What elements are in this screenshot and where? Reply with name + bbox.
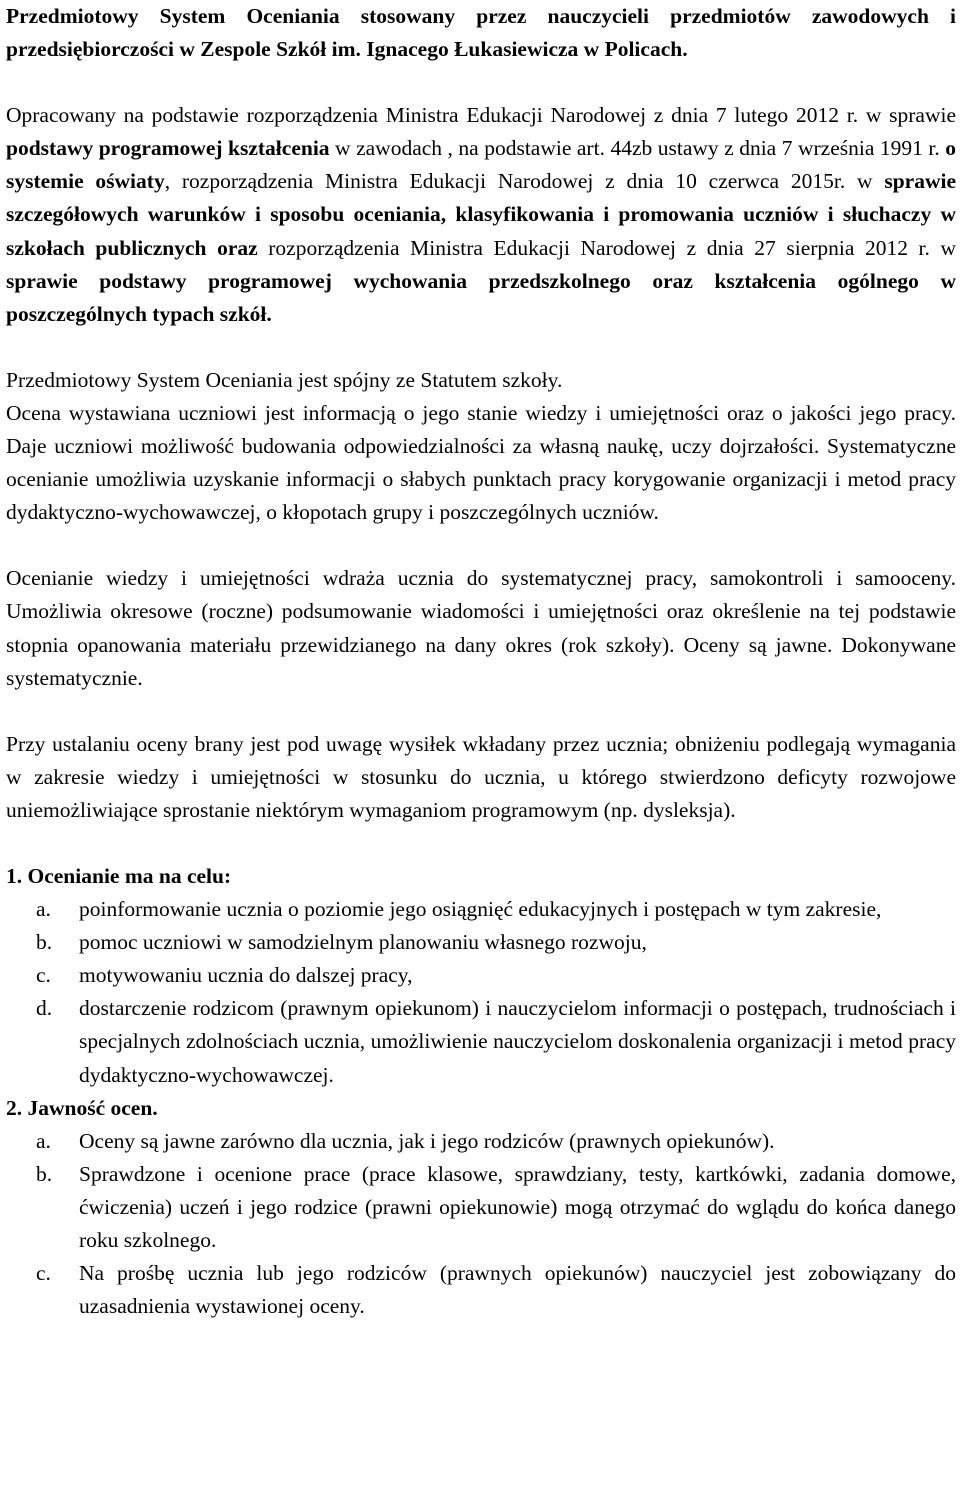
list-item: [6, 893, 956, 926]
list-letter: a.: [36, 897, 51, 922]
paragraph-statute: Przedmiotowy System Oceniania jest spójny ze Statutem szkoły.: [6, 367, 563, 392]
list-item: [6, 992, 956, 1091]
intro-text-2: w zawodach , na podstawie art. 44zb ustawy z dnia 7 września 1991 r.: [329, 136, 946, 161]
list-letter: b.: [36, 930, 53, 955]
list-item: [6, 1257, 956, 1323]
list-item-text: poinformowanie ucznia o poziomie jego osiągnięć edukacyjnych i postępach w tym zakresie,: [79, 897, 882, 922]
spacer: [6, 66, 956, 99]
list-item-text: pomoc uczniowi w samodzielnym planowaniu własnego rozwoju,: [79, 930, 647, 955]
intro-text-3: , rozporządzenia Ministra Edukacji Narodowej z dnia 10 czerwca 2015r. w: [164, 169, 885, 194]
intro-bold-1: podstawy programowej kształcenia: [6, 136, 330, 161]
intro-text-4: rozporządzenia Ministra Edukacji Narodowej z dnia 27 sierpnia 2012 r. w: [257, 235, 956, 260]
list-item: [6, 1158, 956, 1257]
spacer: [6, 331, 956, 364]
spacer: [6, 695, 956, 728]
paragraph-grade-info: Ocena wystawiana uczniowi jest informacją o jego stanie wiedzy i umiejętności oraz o jakości jego pracy. Daje uczniowi możliwość budowania odpowiedzialności za własną naukę, uczy dojrzałości. Systematyczne ocenianie umożliwia uzyskanie informacji o słabych punktach pracy korygowanie organizacji i metod pracy dydaktyczno-wychowawczej, o kłopotach grupy i poszczególnych uczniów.: [6, 400, 956, 525]
list-letter: d.: [36, 996, 53, 1021]
list-letter: b.: [36, 1161, 53, 1186]
list-item-text: dostarczenie rodzicom (prawnym opiekunom) i nauczycielom informacji o postępach, trudnościach i specjalnych zdolnościach ucznia, umożliwienie nauczycielom doskonalenia organizacji i metod pracy dydaktyczno-wychowawczej.: [79, 996, 956, 1087]
list-item: [6, 926, 956, 959]
list-item-text: Na prośbę ucznia lub jego rodziców (prawnych opiekunów) nauczyciel jest zobowiązany do uzasadnienia wystawionej oceny.: [79, 1261, 956, 1319]
intro-text-1: Opracowany na podstawie rozporządzenia Ministra Edukacji Narodowej z dnia 7 lutego 2012 r. w sprawie: [6, 103, 956, 128]
paragraph-assessment: Ocenianie wiedzy i umiejętności wdraża ucznia do systematycznej pracy, samokontroli i samooceny. Umożliwia okresowe (roczne) podsumowanie wiadomości i umiejętności oraz określenie na tej podstawie stopnia opanowania materiału przewidzianego na dany okres (rok szkoły). Oceny są jawne. Dokonywane systematycznie.: [6, 566, 956, 690]
list-item-text: Oceny są jawne zarówno dla ucznia, jak i jego rodziców (prawnych opiekunów).: [79, 1128, 775, 1153]
list-item: [6, 959, 956, 992]
intro-bold-3: sprawie szczegółowych warunków i sposobu oceniania, klasyfikowania i promowania uczniów i słuchaczy w szkołach publicznych oraz: [6, 169, 956, 260]
list-item: [6, 1125, 956, 1158]
spacer: [6, 827, 956, 860]
section-heading-transparency: 2. Jawność ocen.: [6, 1095, 158, 1120]
intro-paragraph: [6, 99, 956, 331]
list-letter: c.: [36, 963, 51, 988]
list-item-text: Sprawdzone i ocenione prace (prace klasowe, sprawdziany, testy, kartkówki, zadania domowe, ćwiczenia) uczeń i jego rodzice (prawni opiekunowie) mogą otrzymać do wglądu do końca danego roku szkolnego.: [79, 1161, 956, 1252]
list-item-text: motywowaniu ucznia do dalszej pracy,: [79, 963, 413, 988]
section-heading-goals: 1. Ocenianie ma na celu:: [6, 863, 232, 888]
transparency-list: [6, 1125, 956, 1324]
goals-list: [6, 893, 956, 1092]
intro-bold-2: o systemie oświaty: [6, 136, 956, 194]
paragraph-effort: Przy ustalaniu oceny brany jest pod uwagę wysiłek wkładany przez ucznia; obniżeniu podlegają wymagania w zakresie wiedzy i umiejętności w stosunku do ucznia, u którego stwierdzono deficyty rozwojowe uniemożliwiające sprostanie niektórym wymaganiom programowym (np. dysleksja).: [6, 731, 956, 822]
spacer: [6, 529, 956, 562]
list-letter: a.: [36, 1128, 51, 1153]
document-title: Przedmiotowy System Oceniania stosowany przez nauczycieli przedmiotów zawodowych i przedsiębiorczości w Zespole Szkół im. Ignacego Łukasiewicza w Policach.: [6, 4, 956, 62]
intro-bold-4: sprawie podstawy programowej wychowania przedszkolnego oraz kształcenia ogólnego w poszczególnych typach szkół.: [6, 268, 956, 326]
list-letter: c.: [36, 1261, 51, 1286]
